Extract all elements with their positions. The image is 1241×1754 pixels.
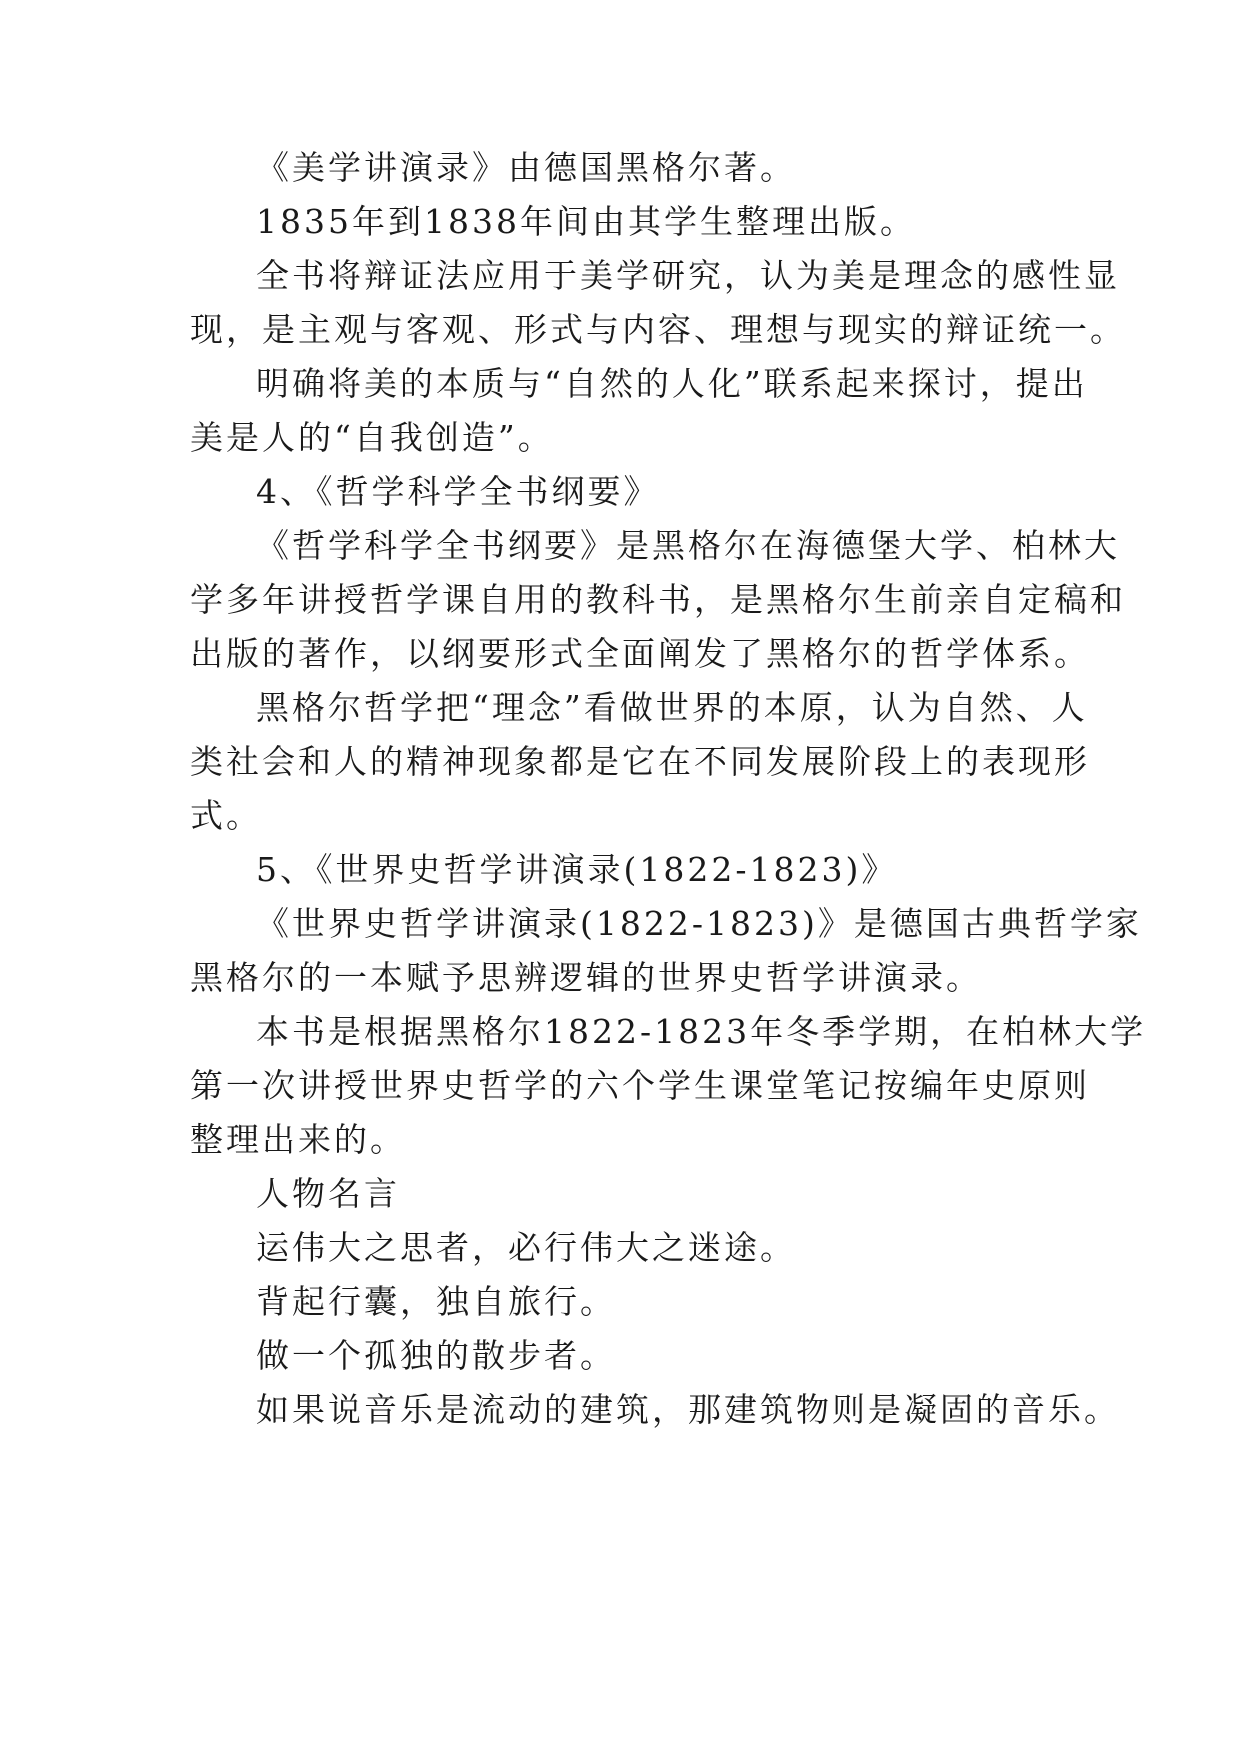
text-line: 美是人的“自我创造”。: [190, 418, 554, 457]
text-line: 《世界史哲学讲演录(1822-1823)》是德国古典哲学家: [256, 904, 1142, 943]
quote-line: 如果说音乐是流动的建筑，那建筑物则是凝固的音乐。: [256, 1390, 1120, 1429]
quote-line: 运伟大之思者，必行伟大之迷途。: [256, 1228, 796, 1267]
text-line: 式。: [190, 796, 262, 835]
section-heading: 4、《哲学科学全书纲要》: [256, 472, 660, 511]
text-line: 第一次讲授世界史哲学的六个学生课堂笔记按编年史原则: [190, 1066, 1090, 1105]
text-line: 现，是主观与客观、形式与内容、理想与现实的辩证统一。: [190, 310, 1126, 349]
quote-line: 做一个孤独的散步者。: [256, 1336, 616, 1375]
text-line: 全书将辩证法应用于美学研究，认为美是理念的感性显: [256, 256, 1120, 295]
quote-line: 背起行囊，独自旅行。: [256, 1282, 616, 1321]
section-heading: 5、《世界史哲学讲演录(1822-1823)》: [256, 850, 898, 889]
text-line: 1835年到1838年间由其学生整理出版。: [256, 202, 916, 241]
section-heading: 人物名言: [256, 1174, 400, 1213]
text-line: 明确将美的本质与“自然的人化”联系起来探讨，提出: [256, 364, 1088, 403]
text-line: 《美学讲演录》由德国黑格尔著。: [256, 148, 796, 187]
text-line: 本书是根据黑格尔1822-1823年冬季学期，在柏林大学: [256, 1012, 1147, 1051]
text-line: 《哲学科学全书纲要》是黑格尔在海德堡大学、柏林大: [256, 526, 1120, 565]
text-line: 黑格尔哲学把“理念”看做世界的本原，认为自然、人: [256, 688, 1088, 727]
text-line: 出版的著作，以纲要形式全面阐发了黑格尔的哲学体系。: [190, 634, 1090, 673]
text-line: 类社会和人的精神现象都是它在不同发展阶段上的表现形: [190, 742, 1090, 781]
text-line: 整理出来的。: [190, 1120, 406, 1159]
text-line: 学多年讲授哲学课自用的教科书，是黑格尔生前亲自定稿和: [190, 580, 1126, 619]
text-line: 黑格尔的一本赋予思辨逻辑的世界史哲学讲演录。: [190, 958, 982, 997]
